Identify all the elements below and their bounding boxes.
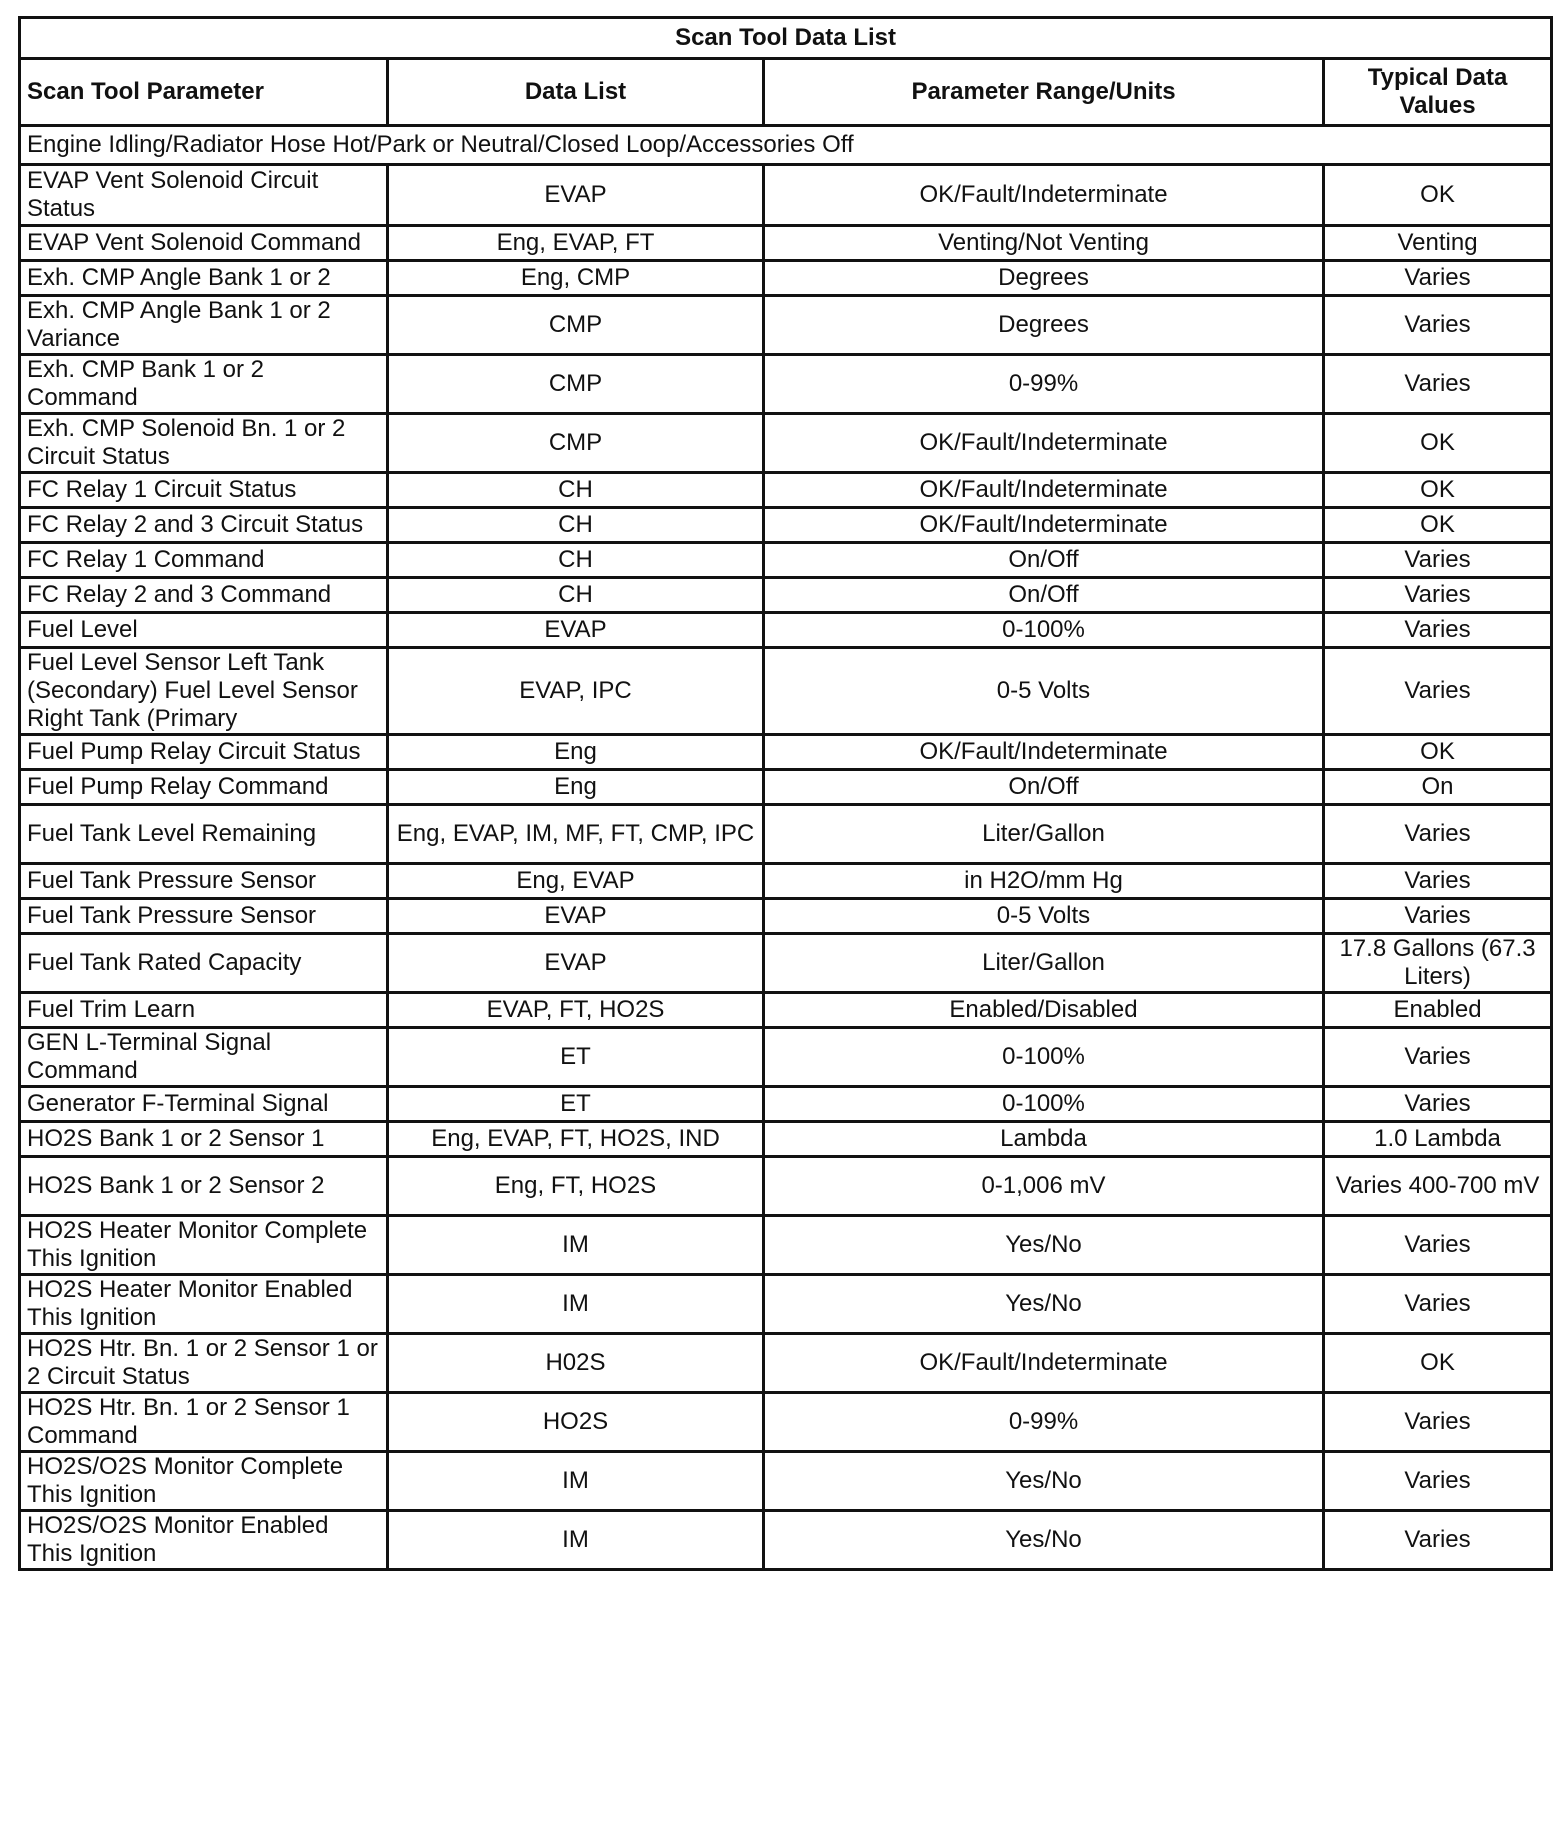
cell-parameter: GEN L-Terminal Signal Command — [20, 1028, 388, 1087]
cell-parameter: FC Relay 2 and 3 Command — [20, 578, 388, 613]
cell-range: Yes/No — [764, 1452, 1324, 1511]
table-row — [20, 993, 1552, 1028]
cell-range: OK/Fault/Indeterminate — [764, 735, 1324, 770]
table-title: Scan Tool Data List — [20, 18, 1552, 59]
table-row — [20, 165, 1552, 226]
cell-parameter: Fuel Tank Level Remaining — [20, 805, 388, 864]
cell-data-list: Eng, FT, HO2S — [388, 1157, 764, 1216]
table-row — [20, 735, 1552, 770]
cell-range: Degrees — [764, 261, 1324, 296]
cell-data-list: IM — [388, 1511, 764, 1570]
table-row — [20, 899, 1552, 934]
cell-range: 0-5 Volts — [764, 648, 1324, 735]
cell-typical: Varies — [1324, 1216, 1552, 1275]
cell-typical: Varies — [1324, 899, 1552, 934]
cell-parameter: Fuel Pump Relay Command — [20, 770, 388, 805]
cell-range: Liter/Gallon — [764, 934, 1324, 993]
table-row — [20, 805, 1552, 864]
cell-data-list: ET — [388, 1028, 764, 1087]
cell-typical: Varies — [1324, 864, 1552, 899]
cell-data-list: Eng, CMP — [388, 261, 764, 296]
cell-range: 0-100% — [764, 1028, 1324, 1087]
cell-range: Yes/No — [764, 1511, 1324, 1570]
cell-parameter: HO2S/O2S Monitor Enabled This Ignition — [20, 1511, 388, 1570]
cell-typical: OK — [1324, 508, 1552, 543]
table-row — [20, 543, 1552, 578]
table-body — [20, 126, 1552, 1570]
cell-parameter: Fuel Tank Pressure Sensor — [20, 899, 388, 934]
table-row — [20, 1028, 1552, 1087]
cell-data-list: Eng — [388, 770, 764, 805]
cell-data-list: EVAP — [388, 899, 764, 934]
cell-parameter: Generator F-Terminal Signal — [20, 1087, 388, 1122]
table-row — [20, 1511, 1552, 1570]
cell-range: OK/Fault/Indeterminate — [764, 473, 1324, 508]
table-row — [20, 578, 1552, 613]
cell-parameter: FC Relay 1 Circuit Status — [20, 473, 388, 508]
cell-data-list: CH — [388, 473, 764, 508]
cell-typical: Varies — [1324, 296, 1552, 355]
table-row — [20, 1275, 1552, 1334]
cell-typical: 17.8 Gallons (67.3 Liters) — [1324, 934, 1552, 993]
cell-range: Degrees — [764, 296, 1324, 355]
cell-parameter: Exh. CMP Solenoid Bn. 1 or 2 Circuit Status — [20, 414, 388, 473]
cell-range: Yes/No — [764, 1275, 1324, 1334]
cell-typical: On — [1324, 770, 1552, 805]
cell-typical: Varies — [1324, 543, 1552, 578]
cell-typical: OK — [1324, 165, 1552, 226]
cell-parameter: Exh. CMP Bank 1 or 2 Command — [20, 355, 388, 414]
cell-parameter: HO2S Heater Monitor Complete This Ignition — [20, 1216, 388, 1275]
cell-data-list: ET — [388, 1087, 764, 1122]
cell-range: 0-99% — [764, 1393, 1324, 1452]
cell-range: Enabled/Disabled — [764, 993, 1324, 1028]
table-header-row — [20, 59, 1552, 126]
cell-data-list: EVAP — [388, 165, 764, 226]
cell-typical: Varies — [1324, 261, 1552, 296]
cell-data-list: IM — [388, 1216, 764, 1275]
cell-data-list: EVAP, FT, HO2S — [388, 993, 764, 1028]
cell-typical: Enabled — [1324, 993, 1552, 1028]
cell-range: OK/Fault/Indeterminate — [764, 1334, 1324, 1393]
table-row — [20, 414, 1552, 473]
cell-typical: Venting — [1324, 226, 1552, 261]
cell-typical: Varies — [1324, 578, 1552, 613]
table-row — [20, 261, 1552, 296]
cell-range: OK/Fault/Indeterminate — [764, 414, 1324, 473]
table-row — [20, 1334, 1552, 1393]
table-row — [20, 648, 1552, 735]
cell-parameter: HO2S Heater Monitor Enabled This Ignition — [20, 1275, 388, 1334]
cell-parameter: HO2S Htr. Bn. 1 or 2 Sensor 1 or 2 Circuit Status — [20, 1334, 388, 1393]
cell-data-list: EVAP — [388, 934, 764, 993]
cell-data-list: CH — [388, 578, 764, 613]
cell-data-list: EVAP, IPC — [388, 648, 764, 735]
cell-parameter: FC Relay 2 and 3 Circuit Status — [20, 508, 388, 543]
cell-range: OK/Fault/Indeterminate — [764, 508, 1324, 543]
cell-typical: Varies — [1324, 1393, 1552, 1452]
cell-typical: Varies 400-700 mV — [1324, 1157, 1552, 1216]
column-header-data-list: Data List — [388, 59, 764, 126]
cell-data-list: IM — [388, 1452, 764, 1511]
cell-range: On/Off — [764, 543, 1324, 578]
cell-typical: OK — [1324, 414, 1552, 473]
cell-typical: Varies — [1324, 1275, 1552, 1334]
cell-typical: Varies — [1324, 355, 1552, 414]
cell-range: On/Off — [764, 770, 1324, 805]
cell-parameter: Exh. CMP Angle Bank 1 or 2 Variance — [20, 296, 388, 355]
cell-parameter: EVAP Vent Solenoid Circuit Status — [20, 165, 388, 226]
cell-typical: OK — [1324, 473, 1552, 508]
table-row — [20, 864, 1552, 899]
cell-parameter: HO2S Bank 1 or 2 Sensor 1 — [20, 1122, 388, 1157]
cell-range: 0-1,006 mV — [764, 1157, 1324, 1216]
table-row — [20, 1216, 1552, 1275]
cell-range: Liter/Gallon — [764, 805, 1324, 864]
table-row — [20, 613, 1552, 648]
cell-data-list: CH — [388, 543, 764, 578]
cell-data-list: CMP — [388, 355, 764, 414]
column-header-parameter: Scan Tool Parameter — [20, 59, 388, 126]
cell-data-list: CMP — [388, 296, 764, 355]
cell-typical: Varies — [1324, 1511, 1552, 1570]
cell-parameter: Fuel Level Sensor Left Tank (Secondary) Fuel Level Sensor Right Tank (Primary — [20, 648, 388, 735]
cell-typical: OK — [1324, 735, 1552, 770]
table-row — [20, 296, 1552, 355]
cell-range: Lambda — [764, 1122, 1324, 1157]
table-row — [20, 934, 1552, 993]
scan-tool-data-table — [18, 16, 1553, 1571]
cell-parameter: Fuel Pump Relay Circuit Status — [20, 735, 388, 770]
table-row — [20, 1452, 1552, 1511]
cell-range: Yes/No — [764, 1216, 1324, 1275]
cell-parameter: Fuel Trim Learn — [20, 993, 388, 1028]
cell-parameter: FC Relay 1 Command — [20, 543, 388, 578]
section-condition: Engine Idling/Radiator Hose Hot/Park or Neutral/Closed Loop/Accessories Off — [20, 126, 1552, 165]
table-row — [20, 355, 1552, 414]
table-title-row — [20, 18, 1552, 59]
cell-parameter: Fuel Level — [20, 613, 388, 648]
cell-range: On/Off — [764, 578, 1324, 613]
column-header-typical: Typical Data Values — [1324, 59, 1552, 126]
cell-range: 0-100% — [764, 1087, 1324, 1122]
table-row — [20, 770, 1552, 805]
cell-data-list: Eng, EVAP, IM, MF, FT, CMP, IPC — [388, 805, 764, 864]
cell-data-list: H02S — [388, 1334, 764, 1393]
cell-typical: Varies — [1324, 1028, 1552, 1087]
cell-parameter: HO2S Htr. Bn. 1 or 2 Sensor 1 Command — [20, 1393, 388, 1452]
cell-typical: OK — [1324, 1334, 1552, 1393]
cell-typical: Varies — [1324, 1452, 1552, 1511]
cell-data-list: Eng — [388, 735, 764, 770]
table-row — [20, 473, 1552, 508]
table-row — [20, 226, 1552, 261]
table-row — [20, 1157, 1552, 1216]
cell-parameter: Fuel Tank Rated Capacity — [20, 934, 388, 993]
cell-data-list: EVAP — [388, 613, 764, 648]
cell-typical: 1.0 Lambda — [1324, 1122, 1552, 1157]
cell-parameter: HO2S Bank 1 or 2 Sensor 2 — [20, 1157, 388, 1216]
table-row — [20, 1393, 1552, 1452]
cell-range: OK/Fault/Indeterminate — [764, 165, 1324, 226]
cell-range: 0-100% — [764, 613, 1324, 648]
cell-data-list: HO2S — [388, 1393, 764, 1452]
table-row — [20, 1122, 1552, 1157]
column-header-range: Parameter Range/Units — [764, 59, 1324, 126]
table-row — [20, 508, 1552, 543]
cell-data-list: IM — [388, 1275, 764, 1334]
section-row — [20, 126, 1552, 165]
cell-data-list: CMP — [388, 414, 764, 473]
table-row — [20, 1087, 1552, 1122]
cell-range: in H2O/mm Hg — [764, 864, 1324, 899]
cell-parameter: Fuel Tank Pressure Sensor — [20, 864, 388, 899]
cell-parameter: Exh. CMP Angle Bank 1 or 2 — [20, 261, 388, 296]
cell-range: 0-5 Volts — [764, 899, 1324, 934]
cell-data-list: Eng, EVAP — [388, 864, 764, 899]
cell-parameter: HO2S/O2S Monitor Complete This Ignition — [20, 1452, 388, 1511]
cell-range: Venting/Not Venting — [764, 226, 1324, 261]
cell-data-list: Eng, EVAP, FT — [388, 226, 764, 261]
cell-parameter: EVAP Vent Solenoid Command — [20, 226, 388, 261]
cell-typical: Varies — [1324, 648, 1552, 735]
cell-data-list: Eng, EVAP, FT, HO2S, IND — [388, 1122, 764, 1157]
cell-typical: Varies — [1324, 613, 1552, 648]
cell-typical: Varies — [1324, 805, 1552, 864]
cell-data-list: CH — [388, 508, 764, 543]
cell-typical: Varies — [1324, 1087, 1552, 1122]
cell-range: 0-99% — [764, 355, 1324, 414]
